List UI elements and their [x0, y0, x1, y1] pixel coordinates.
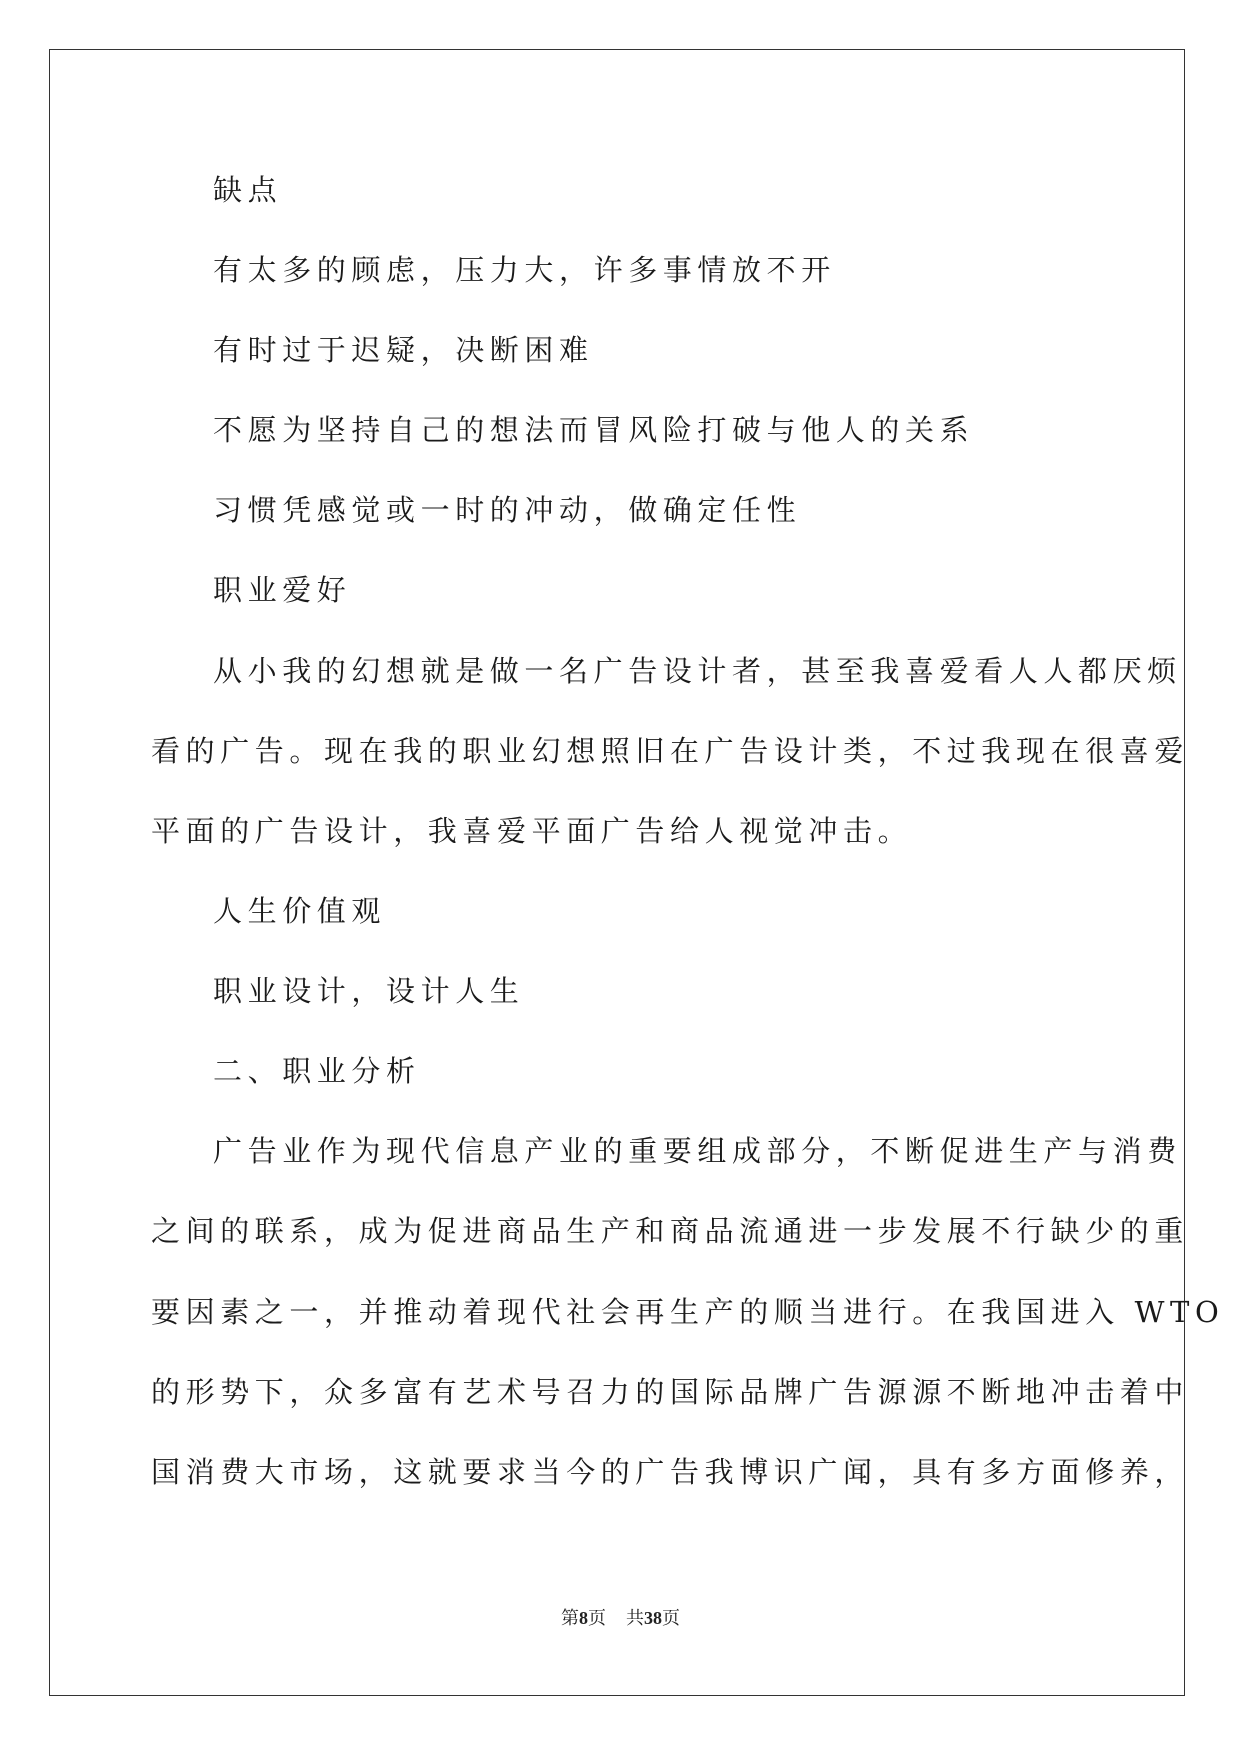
page-prefix: 第: [561, 1608, 579, 1628]
heading-career-analysis: 二、职业分析: [213, 1054, 421, 1088]
list-item: 有时过于迟疑，决断困难: [213, 333, 594, 367]
paragraph-line: 职业设计，设计人生: [213, 974, 525, 1008]
paragraph-line: 的形势下，众多富有艺术号召力的国际品牌广告源源不断地冲击着中: [151, 1375, 1190, 1409]
list-item: 不愿为坚持自己的想法而冒风险打破与他人的关系: [213, 413, 975, 447]
paragraph-line: 国消费大市场，这就要求当今的广告我博识广闻，具有多方面修养，: [151, 1455, 1190, 1489]
page-suffix: 页: [588, 1608, 606, 1628]
total-suffix: 页: [662, 1608, 680, 1628]
paragraph-line: 广告业作为现代信息产业的重要组成部分，不断促进生产与消费: [213, 1134, 1182, 1168]
paragraph-line: 看的广告。现在我的职业幻想照旧在广告设计类，不过我现在很喜爱: [151, 734, 1190, 768]
total-pages: 38: [644, 1608, 662, 1628]
page-footer: [0, 1606, 1241, 1630]
total-prefix: 共: [626, 1608, 644, 1628]
paragraph-line: 从小我的幻想就是做一名广告设计者，甚至我喜爱看人人都厌烦: [213, 654, 1182, 688]
heading-life-values: 人生价值观: [213, 894, 387, 928]
heading-weaknesses: 缺点: [213, 173, 283, 207]
paragraph-line: 平面的广告设计，我喜爱平面广告给人视觉冲击。: [151, 814, 913, 848]
heading-career-interests: 职业爱好: [213, 573, 352, 607]
page-number: 8: [579, 1608, 588, 1628]
list-item: 习惯凭感觉或一时的冲动，做确定任性: [213, 493, 802, 527]
page-border: [49, 49, 1185, 1696]
paragraph-line: 之间的联系，成为促进商品生产和商品流通进一步发展不行缺少的重: [151, 1214, 1190, 1248]
paragraph-line: 要因素之一，并推动着现代社会再生产的顺当进行。在我国进入 WTO: [151, 1295, 1225, 1329]
list-item: 有太多的顾虑，压力大，许多事情放不开: [213, 253, 836, 287]
